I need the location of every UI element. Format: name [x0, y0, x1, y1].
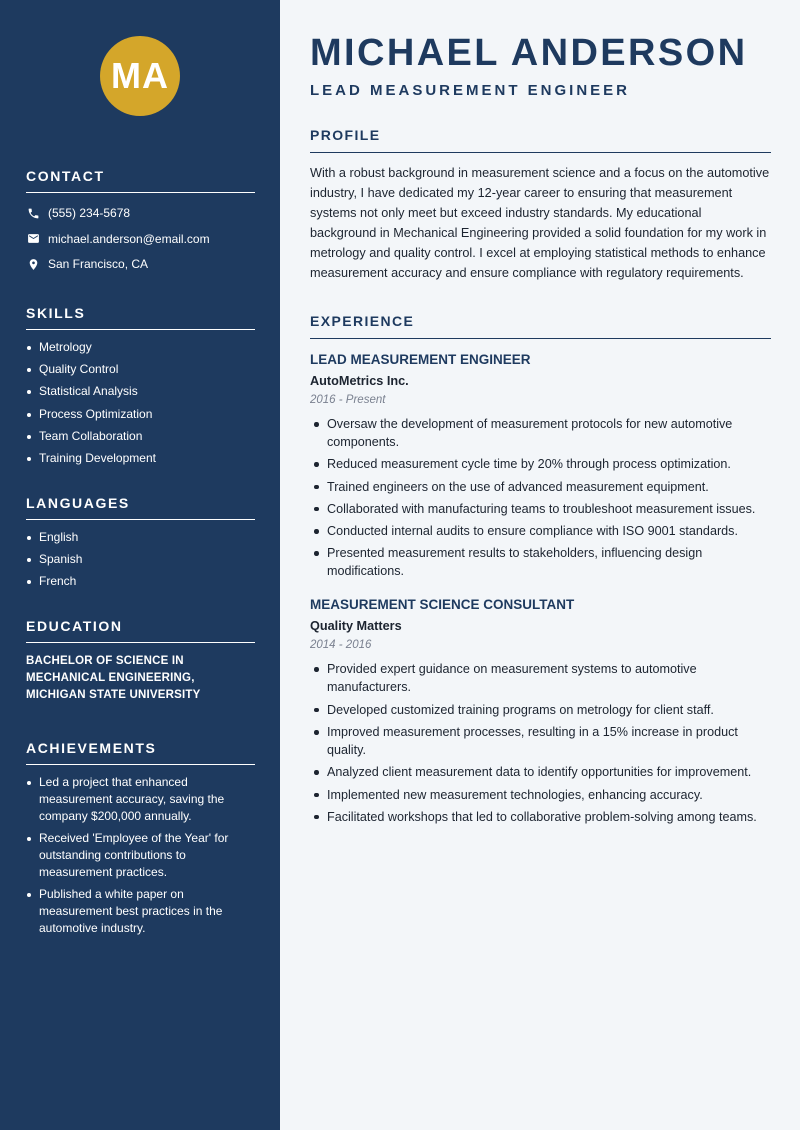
skills-heading: SKILLS: [26, 305, 255, 330]
list-item: Reduced measurement cycle time by 20% through process optimization.: [310, 455, 771, 473]
profile-section: [310, 127, 771, 283]
education-section: [26, 618, 255, 704]
contact-section: [26, 168, 255, 273]
list-item: Quality Control: [26, 361, 255, 378]
languages-heading: LANGUAGES: [26, 495, 255, 520]
skills-list: [26, 339, 255, 467]
job-company: AutoMetrics Inc.: [310, 374, 409, 388]
skills-section: [26, 305, 255, 467]
list-item: Oversaw the development of measurement protocols for new automotive components.: [310, 415, 771, 451]
list-item: Collaborated with manufacturing teams to troubleshoot measurement issues.: [310, 500, 771, 518]
candidate-title: LEAD MEASUREMENT ENGINEER: [310, 82, 631, 99]
main-content: [280, 0, 800, 1130]
profile-text: With a robust background in measurement science and a focus on the automotive industry, I have dedicated my 12-year career to ensuring that measurement systems not only meet but exceed industry standards. My educational background in Mechanical Engineering provided a solid foundation for my work in metrology and quality control. I excel at employing statistical methods to enhance measurement accuracy and ensure compliance with regulatory requirements.: [310, 166, 770, 280]
list-item: Provided expert guidance on measurement systems to automotive manufacturers.: [310, 660, 771, 696]
list-item: Analyzed client measurement data to identify opportunities for improvement.: [310, 763, 771, 781]
location-pin-icon: [26, 257, 40, 271]
list-item: Improved measurement processes, resulting in a 15% increase in product quality.: [310, 723, 771, 759]
job-bullets: [310, 415, 771, 580]
education-degree: BACHELOR OF SCIENCE IN MECHANICAL ENGINEERING, MICHIGAN STATE UNIVERSITY: [26, 655, 201, 702]
profile-heading: PROFILE: [310, 127, 771, 153]
list-item: Implemented new measurement technologies, enhancing accuracy.: [310, 786, 771, 804]
email-icon: [26, 232, 40, 246]
contact-phone-text[interactable]: (555) 234-5678: [48, 206, 131, 220]
experience-heading: EXPERIENCE: [310, 313, 771, 339]
contact-location: [26, 255, 255, 273]
contact-email: [26, 230, 255, 248]
job-title: LEAD MEASUREMENT ENGINEER: [310, 352, 531, 367]
experience-section: [310, 313, 771, 826]
list-item: Facilitated workshops that led to collaborative problem-solving among teams.: [310, 808, 771, 826]
contact-list: [26, 204, 255, 273]
list-item: Statistical Analysis: [26, 383, 255, 400]
list-item: Spanish: [26, 551, 255, 568]
avatar-initials: MA: [111, 55, 169, 96]
list-item: Training Development: [26, 450, 255, 467]
achievements-list: [26, 774, 255, 937]
list-item: Process Optimization: [26, 406, 255, 423]
job-entry: [310, 352, 771, 580]
list-item: Metrology: [26, 339, 255, 356]
contact-heading: CONTACT: [26, 168, 255, 193]
phone-icon: [26, 206, 40, 220]
job-dates: 2014 - 2016: [310, 639, 372, 652]
contact-location-text: San Francisco, CA: [48, 257, 149, 271]
list-item: French: [26, 573, 255, 590]
list-item: Conducted internal audits to ensure compliance with ISO 9001 standards.: [310, 522, 771, 540]
education-heading: EDUCATION: [26, 618, 255, 643]
avatar: [100, 36, 180, 116]
sidebar: [0, 0, 280, 1130]
candidate-name: MICHAEL ANDERSON: [310, 32, 748, 74]
job-title: MEASUREMENT SCIENCE CONSULTANT: [310, 597, 575, 613]
list-item: Trained engineers on the use of advanced measurement equipment.: [310, 478, 771, 496]
list-item: Led a project that enhanced measurement accuracy, saving the company $200,000 annually.: [26, 774, 255, 825]
achievements-section: [26, 740, 255, 937]
job-company: Quality Matters: [310, 619, 402, 634]
achievements-heading: ACHIEVEMENTS: [26, 740, 255, 765]
list-item: English: [26, 529, 255, 546]
list-item: Presented measurement results to stakeholders, influencing design modifications.: [310, 544, 771, 580]
list-item: Published a white paper on measurement best practices in the automotive industry.: [26, 886, 255, 937]
languages-list: [26, 529, 255, 590]
list-item: Team Collaboration: [26, 428, 255, 445]
job-dates: 2016 - Present: [310, 394, 386, 406]
languages-section: [26, 495, 255, 590]
list-item: Developed customized training programs on metrology for client staff.: [310, 701, 771, 719]
job-entry: [310, 597, 771, 825]
job-bullets: [310, 660, 771, 825]
contact-email-text[interactable]: michael.anderson@email.com: [48, 231, 210, 246]
list-item: Received 'Employee of the Year' for outstanding contributions to measurement practices.: [26, 830, 255, 881]
contact-phone: [26, 204, 255, 222]
